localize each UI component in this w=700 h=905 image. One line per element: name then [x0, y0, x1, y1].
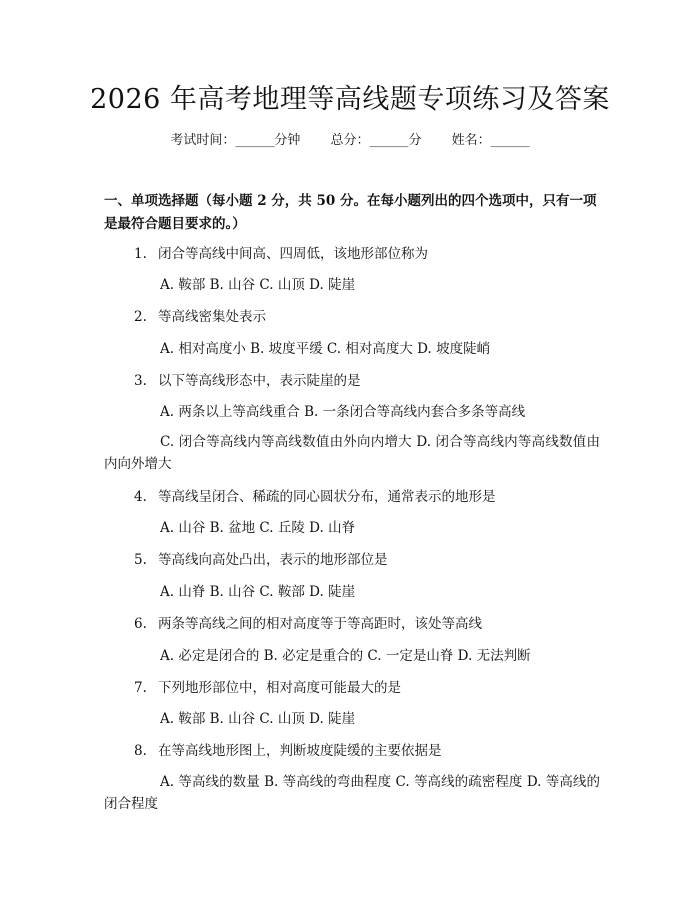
question-text: 等高线密集处表示: [158, 309, 266, 325]
question-text: 等高线呈闭合、稀疏的同心圆状分布，通常表示的地形是: [158, 489, 496, 505]
question-1: [134, 244, 604, 264]
question-2-options: A. 相对高度小 B. 坡度平缓 C. 相对高度大 D. 坡度陡峭: [160, 341, 491, 357]
question-number: 5.: [134, 552, 147, 568]
question-number: 6.: [134, 616, 147, 632]
question-8-options: A. 等高线的数量 B. 等高线的弯曲程度 C. 等高线的疏密程度 D. 等高线的闭合程度: [104, 774, 600, 812]
exam-meta: [0, 131, 700, 151]
question-number: 3.: [134, 373, 147, 389]
question-number: 8.: [134, 743, 147, 759]
question-2: [134, 307, 604, 327]
total-score-field: 总分：______分: [330, 133, 422, 148]
question-6: [134, 614, 604, 634]
question-5-options: A. 山脊 B. 山谷 C. 鞍部 D. 陡崖: [160, 584, 356, 600]
question-4: [134, 487, 604, 507]
question-6-options: A. 必定是闭合的 B. 必定是重合的 C. 一定是山脊 D. 无法判断: [160, 648, 531, 664]
question-number: 7.: [134, 680, 147, 696]
page-title: 2026 年高考地理等高线题专项练习及答案: [90, 84, 610, 115]
question-1-options: A. 鞍部 B. 山谷 C. 山顶 D. 陡崖: [160, 277, 356, 293]
question-4-options: A. 山谷 B. 盆地 C. 丘陵 D. 山脊: [160, 520, 356, 536]
question-number: 2.: [134, 309, 147, 325]
question-7: [134, 678, 604, 698]
question-text: 下列地形部位中，相对高度可能最大的是: [158, 680, 401, 696]
question-number: 1.: [134, 246, 147, 262]
question-text: 闭合等高线中间高、四周低，该地形部位称为: [158, 246, 428, 262]
question-3-options: A. 两条以上等高线重合 B. 一条闭合等高线内套合多条等高线: [160, 404, 526, 420]
student-name-field: 姓名：______: [451, 133, 530, 148]
question-3: [134, 371, 604, 391]
question-text: 两条等高线之间的相对高度等于等高距时，该处等高线: [158, 616, 482, 632]
question-text: 以下等高线形态中，表示陡崖的是: [158, 373, 361, 389]
question-5: [134, 550, 604, 570]
exam-time-field: 考试时间：______分钟: [170, 133, 301, 148]
question-8: [134, 741, 604, 761]
question-text: 在等高线地形图上，判断坡度陡缓的主要依据是: [158, 743, 442, 759]
section-heading: 一、单项选择题（每小题 2 分，共 50 分。在每小题列出的四个选项中，只有一项是最符合题目要求的。）: [104, 193, 597, 232]
question-text: 等高线向高处凸出，表示的地形部位是: [158, 552, 388, 568]
question-number: 4.: [134, 489, 147, 505]
question-7-options: A. 鞍部 B. 山谷 C. 山顶 D. 陡崖: [160, 711, 356, 727]
question-3-options-continued: C. 闭合等高线内等高线数值由外向内增大 D. 闭合等高线内等高线数值由内向外增大: [104, 434, 600, 472]
